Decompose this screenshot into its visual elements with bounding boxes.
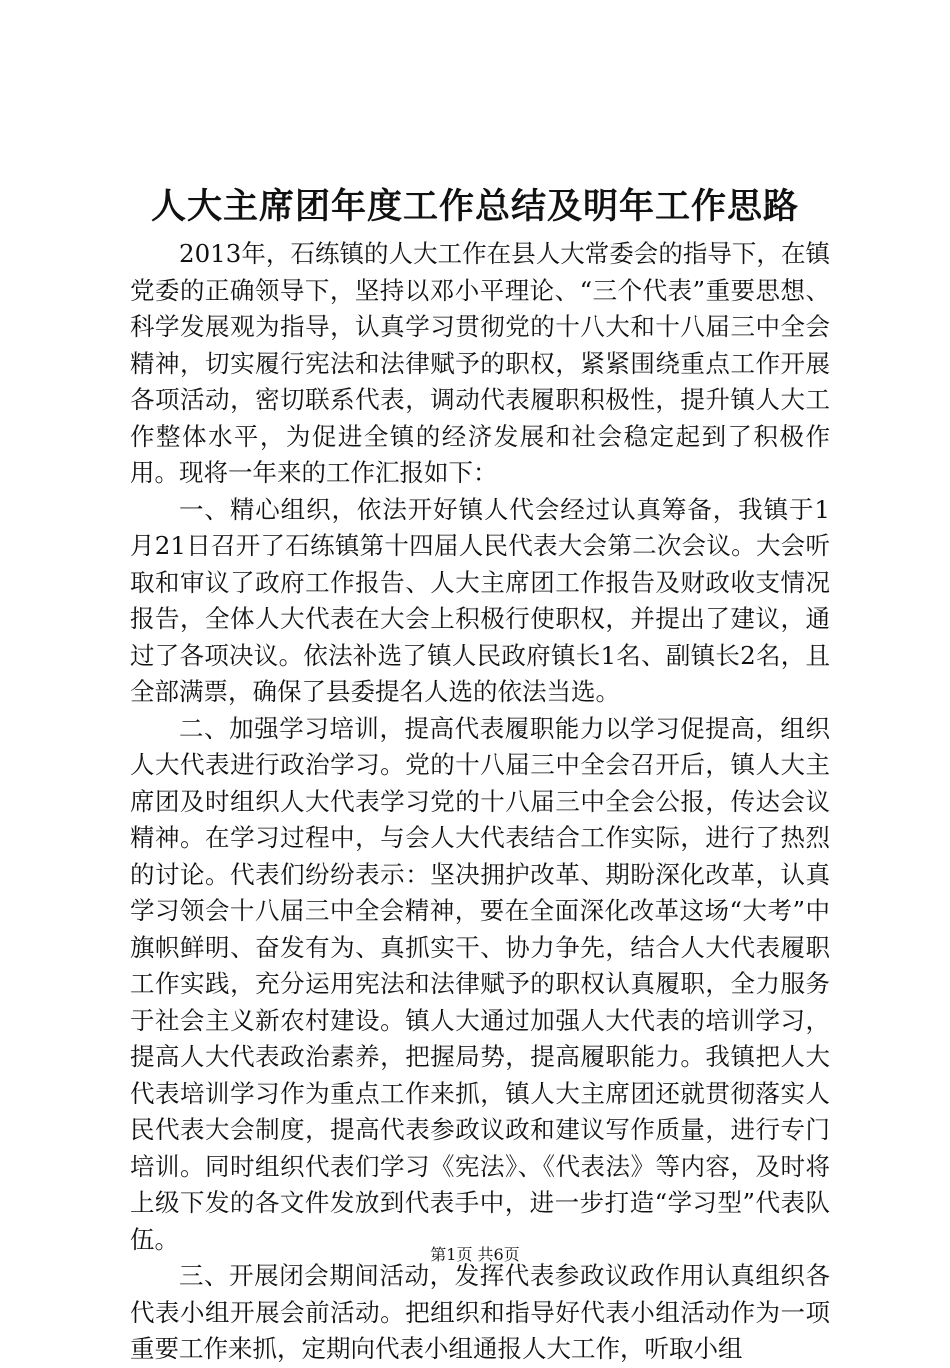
paragraph-section-1: 一、精心组织，依法开好镇人代会经过认真筹备，我镇于1月21日召开了石练镇第十四届人民代表大会第二次会议。大会听取和审议了政府工作报告、人大主席团工作报告及财政收支情况报告，全体人大代表在大会上积极行使职权，并提出了建议，通过了各项决议。依法补选了镇人民政府镇长1名、副镇长2名，且全部满票，确保了县委提名人选的依法当选。 [130,494,830,706]
document-title: 人大主席团年度工作总结及明年工作思路 [150,186,799,227]
page-number-footer: 第1页 共6页 [430,1245,520,1264]
paragraph-section-2: 二、加强学习培训，提高代表履职能力以学习促提高，组织人大代表进行政治学习。党的十八届三中全会召开后，镇人大主席团及时组织人大代表学习党的十八届三中全会公报，传达会议精神。在学习过程中，与会人大代表结合工作实际，进行了热烈的讨论。代表们纷纷表示：坚决拥护改革、期盼深化改革，认真学习领会十八届三中全会精神，要在全面深化改革这场“大考”中旗帜鲜明、奋发有为、真抓实干、协力争先，结合人大代表履职工作实践，充分运用宪法和法律赋予的职权认真履职，全力服务于社会主义新农村建设。镇人大通过加强人大代表的培训学习，提高人大代表政治素养，把握局势，提高履职能力。我镇把人大代表培训学习作为重点工作来抓，镇人大主席团还就贯彻落实人民代表大会制度，提高代表参政议政和建议写作质量，进行专门培训。同时组织代表们学习《宪法》、《代表法》等内容，及时将上级下发的各文件发放到代表手中，进一步打造“学习型”代表队伍。 [130,713,830,1254]
document-body [130,236,830,1368]
paragraph-section-3: 三、开展闭会期间活动，发挥代表参政议政作用认真组织各代表小组开展会前活动。把组织和指导好代表小组活动作为一项重要工作来抓，定期向代表小组通报人大工作，听取小组 [130,1261,830,1363]
paragraph-intro: 2013年，石练镇的人大工作在县人大常委会的指导下，在镇党委的正确领导下，坚持以邓小平理论、“三个代表”重要思想、科学发展观为指导，认真学习贯彻党的十八大和十八届三中全会精神，切实履行宪法和法律赋予的职权，紧紧围绕重点工作开展各项活动，密切联系代表，调动代表履职积极性，提升镇人大工作整体水平，为促进全镇的经济发展和社会稳定起到了积极作用。现将一年来的工作汇报如下： [130,239,830,487]
